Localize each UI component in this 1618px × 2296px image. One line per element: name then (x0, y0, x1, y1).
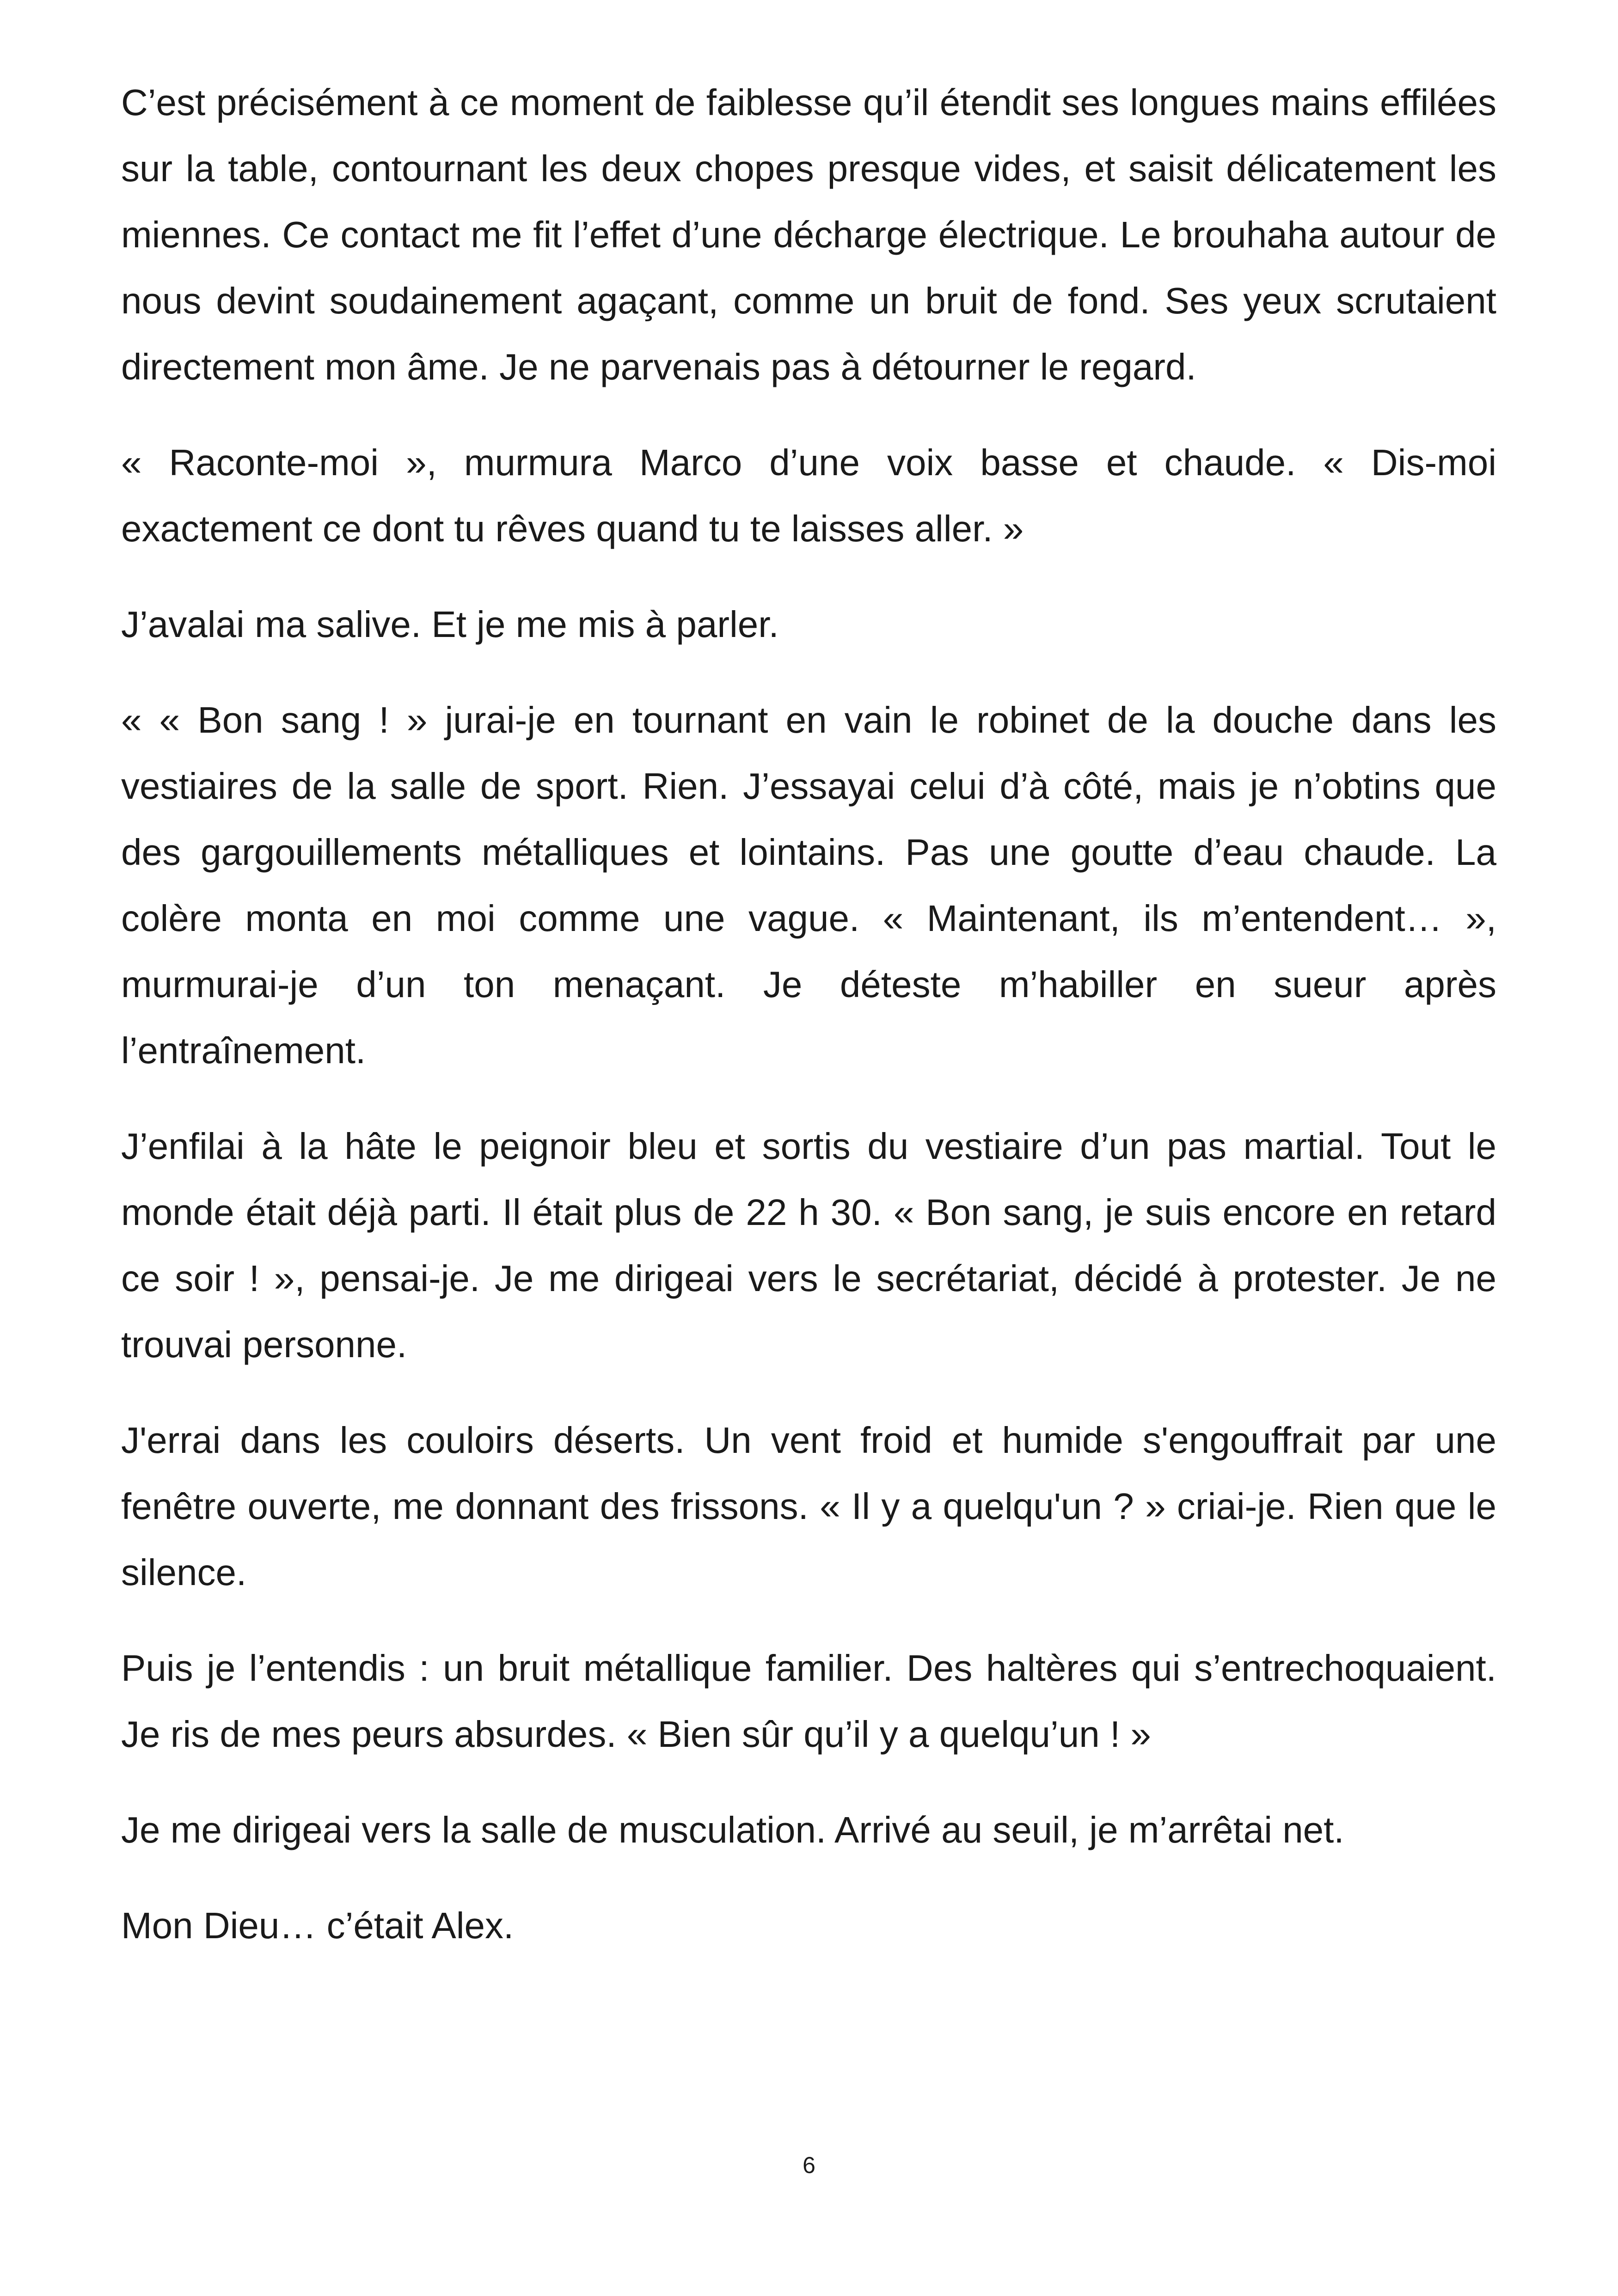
page-number: 6 (803, 2152, 815, 2178)
paragraph-5: J’enfilai à la hâte le peignoir bleu et sortis du vestiaire d’un pas martial. Tout le monde était déjà parti. Il était plus de 22 h 30. « Bon sang, je suis encore en retard ce soir ! », pensai-je. Je me dirigeai vers le secrétariat, décidé à protester. Je ne trouvai personne. (121, 1126, 1496, 1365)
paragraph-9: Mon Dieu… c’était Alex. (121, 1905, 514, 1946)
paragraph-2: « Raconte-moi », murmura Marco d’une voix basse et chaude. « Dis-moi exactement ce dont tu rêves quand tu te laisses aller. » (121, 442, 1496, 549)
paragraph-3: J’avalai ma salive. Et je me mis à parler. (121, 604, 779, 645)
paragraph-7: Puis je l’entendis : un bruit métallique familier. Des haltères qui s’entrechoquaient. Je ris de mes peurs absurdes. « Bien sûr qu’il y a quelqu’un ! » (121, 1647, 1496, 1755)
paragraph-4: « « Bon sang ! » jurai-je en tournant en vain le robinet de la douche dans les vestiaires de la salle de sport. Rien. J’essayai celui d’à côté, mais je n’obtins que des gargouillements métalliques et lointains. Pas une goutte d’eau chaude. La colère monta en moi comme une vague. « Maintenant, ils m’entendent… », murmurai-je d’un ton menaçant. Je déteste m’habiller en sueur après l’entraînement. (121, 699, 1496, 1071)
paragraph-8: Je me dirigeai vers la salle de musculation. Arrivé au seuil, je m’arrêtai net. (121, 1809, 1344, 1850)
body-text (121, 69, 1496, 1988)
paragraph-6: J'errai dans les couloirs déserts. Un vent froid et humide s'engouffrait par une fenêtre ouverte, me donnant des frissons. « Il y a quelqu'un ? » criai-je. Rien que le silence. (121, 1420, 1496, 1593)
paragraph-1: C’est précisément à ce moment de faiblesse qu’il étendit ses longues mains effilées sur la table, contournant les deux chopes presque vides, et saisit délicatement les miennes. Ce contact me fit l’effet d’une décharge électrique. Le brouhaha autour de nous devint soudainement agaçant, comme un bruit de fond. Ses yeux scrutaient directement mon âme. Je ne parvenais pas à détourner le regard. (121, 82, 1496, 387)
